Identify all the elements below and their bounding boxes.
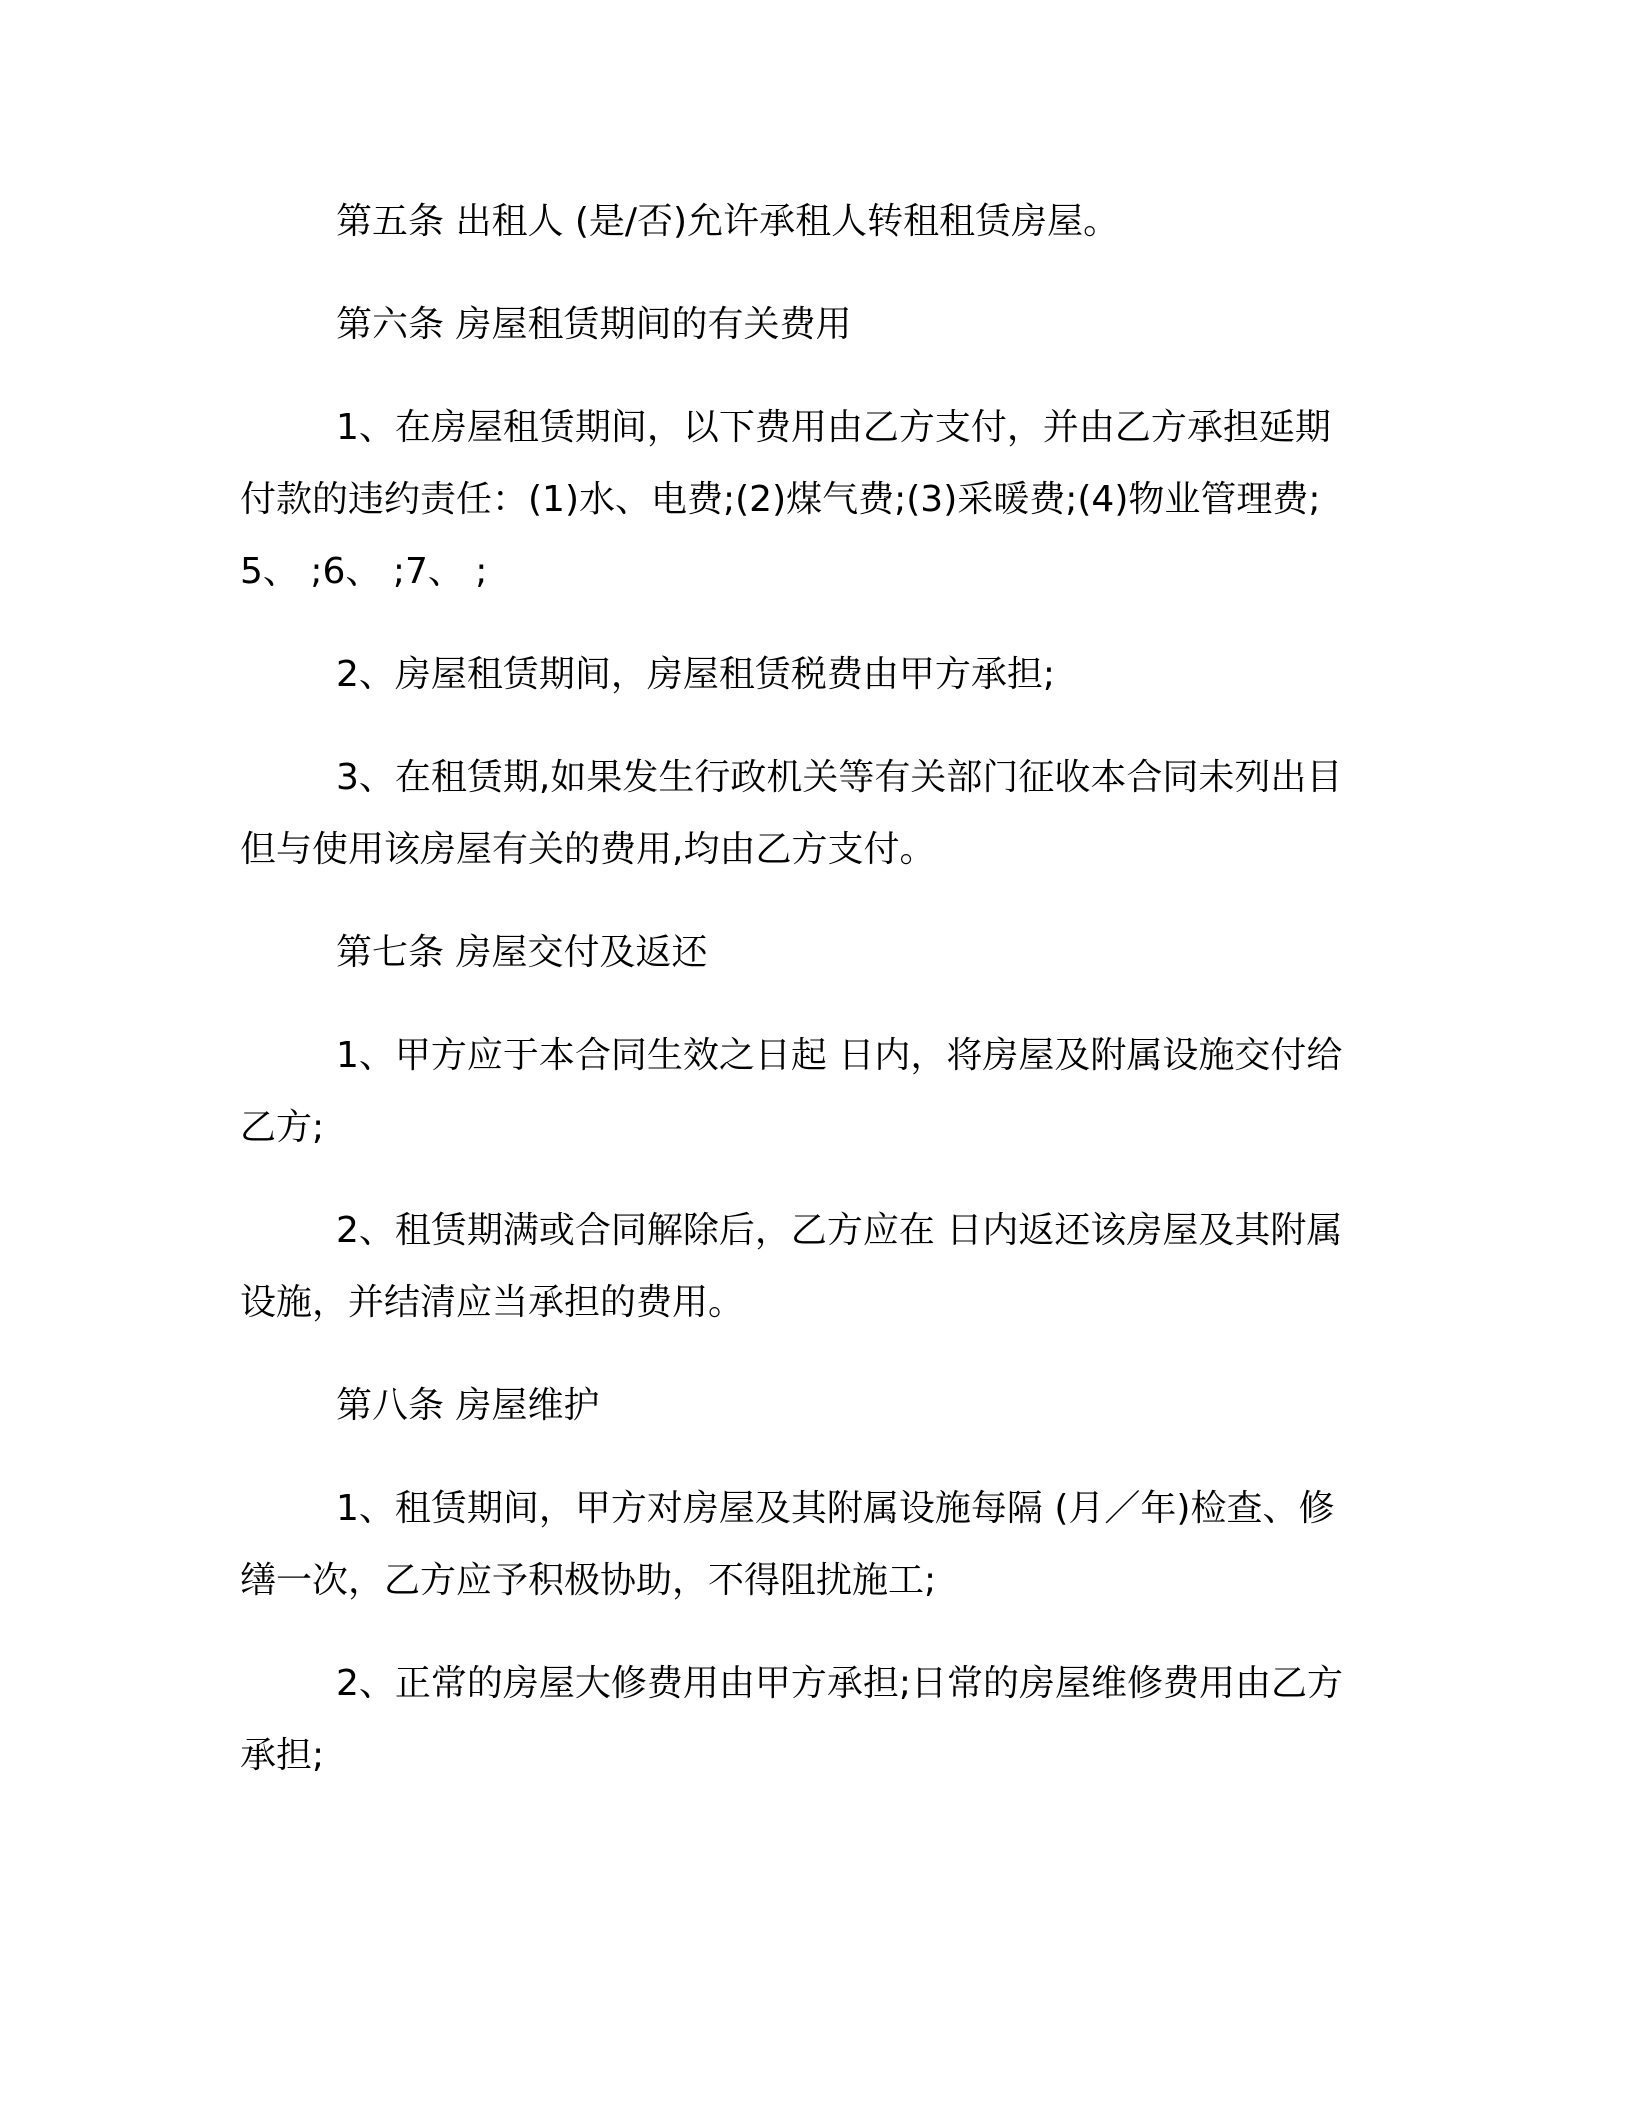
- clause-7-item-2: [240, 1195, 1390, 1339]
- clause-8-item-2: [240, 1648, 1390, 1792]
- paragraph-line: 第五条 出租人 (是/否)允许承租人转租租赁房屋。: [336, 201, 1120, 242]
- clause-8-item-1: [240, 1473, 1390, 1617]
- paragraph-line: 5、 ;6、 ;7、 ;: [240, 551, 488, 592]
- paragraph-line: 承担;: [240, 1735, 325, 1776]
- clause-6-item-3: [240, 742, 1390, 886]
- paragraph-line: 设施，并结清应当承担的费用。: [240, 1282, 745, 1323]
- clause-6-heading: [240, 289, 1390, 361]
- paragraph-line: 付款的违约责任：(1)水、电费;(2)煤气费;(3)采暖费;(4)物业管理费;: [240, 479, 1321, 520]
- clause-5: [240, 186, 1390, 258]
- clause-6-item-2: [240, 639, 1390, 711]
- paragraph-line: 但与使用该房屋有关的费用,均由乙方支付。: [240, 829, 936, 870]
- paragraph-line: 第八条 房屋维护: [336, 1385, 600, 1426]
- clause-6-item-1: [240, 392, 1390, 608]
- paragraph-line: 1、甲方应于本合同生效之日起 日内，将房屋及附属设施交付给: [336, 1035, 1343, 1076]
- paragraph-line: 第六条 房屋租赁期间的有关费用: [336, 304, 852, 345]
- paragraph-line: 3、在租赁期,如果发生行政机关等有关部门征收本合同未列出目: [336, 757, 1343, 798]
- paragraph-line: 2、租赁期满或合同解除后，乙方应在 日内返还该房屋及其附属: [336, 1210, 1343, 1251]
- paragraph-line: 乙方;: [240, 1107, 325, 1148]
- paragraph-line: 1、租赁期间，甲方对房屋及其附属设施每隔 (月／年)检查、修: [336, 1488, 1335, 1529]
- clause-7-heading: [240, 917, 1390, 989]
- paragraph-line: 1、在房屋租赁期间，以下费用由乙方支付，并由乙方承担延期: [336, 407, 1331, 448]
- clause-8-heading: [240, 1370, 1390, 1442]
- document-body: [240, 186, 1390, 1823]
- paragraph-line: 第七条 房屋交付及返还: [336, 932, 708, 973]
- paragraph-line: 2、正常的房屋大修费用由甲方承担;日常的房屋维修费用由乙方: [336, 1663, 1344, 1704]
- clause-7-item-1: [240, 1020, 1390, 1164]
- paragraph-line: 缮一次，乙方应予积极协助，不得阻扰施工;: [240, 1560, 937, 1601]
- paragraph-line: 2、房屋租赁期间，房屋租赁税费由甲方承担;: [336, 654, 1056, 695]
